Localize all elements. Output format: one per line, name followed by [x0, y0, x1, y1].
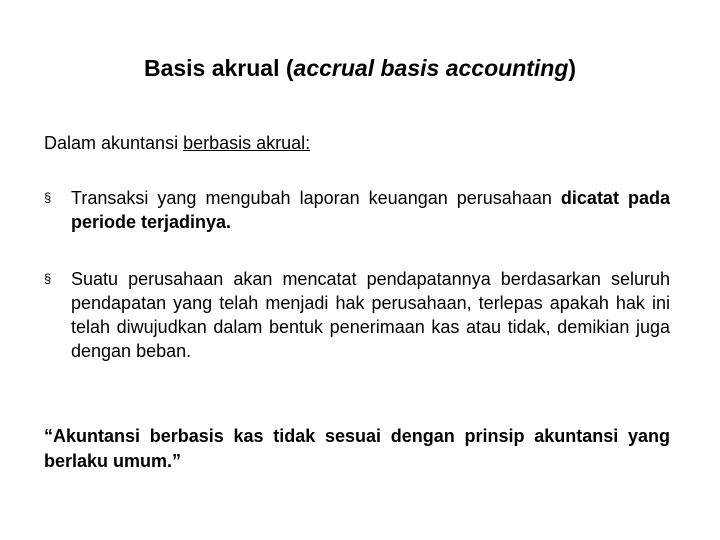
bullet-marker-icon: §	[44, 190, 52, 205]
bullet-list	[44, 186, 670, 396]
title-prefix: Basis akrual (	[143, 55, 294, 81]
intro-underlined: berbasis akrual:	[183, 133, 311, 153]
bullet-item-transaksi	[44, 186, 670, 234]
quote-text: “Akuntansi berbasis kas tidak sesuai dengan prinsip akuntansi yang berlaku umum.”	[44, 426, 670, 471]
bullet-marker-icon: §	[44, 271, 52, 286]
bullet-bold-text: dicatat pada periode terjadinya.	[71, 188, 670, 232]
intro-prefix: Dalam akuntansi	[44, 133, 184, 153]
bullet-item-pendapatan	[44, 267, 670, 363]
bullet-text: Transaksi yang mengubah laporan keuangan perusahaan	[71, 188, 552, 208]
slide-title	[0, 52, 720, 84]
title-suffix: )	[568, 55, 577, 81]
bullet-text: Suatu perusahaan akan mencatat pendapatannya berdasarkan seluruh pendapatan yang telah menjadi hak perusahaan, terlepas apakah hak ini telah diwujudkan dalam bentuk penerimaan kas atau tidak, demikian juga dengan beban.	[71, 269, 670, 361]
title-italic: accrual basis accounting	[293, 55, 569, 81]
intro-line	[44, 130, 684, 156]
